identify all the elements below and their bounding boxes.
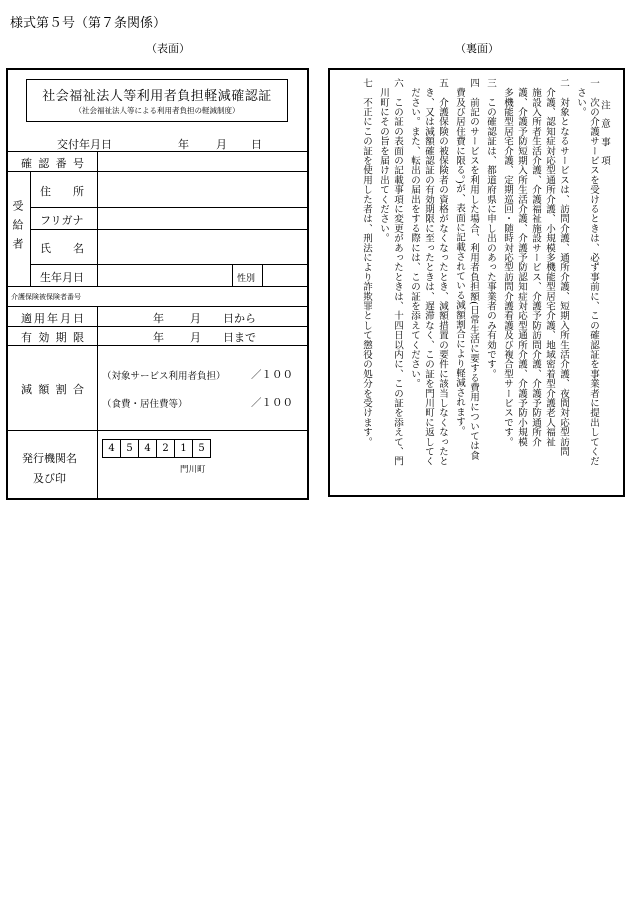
front-side-caption: （表面） xyxy=(146,42,190,55)
rule-insured xyxy=(8,306,307,307)
issue-month-unit: 月 xyxy=(216,138,227,151)
rule-apply xyxy=(8,326,307,327)
front-card xyxy=(6,68,309,500)
reduction-service-value: ／１００ xyxy=(251,369,293,381)
issuer-label-line2: 及び印 xyxy=(33,472,66,485)
note-column: 施設入所者生活介護、介護福祉施設サービス、介護予防訪問介護、介護予防通所介 xyxy=(530,78,541,447)
valid-day-until: 日まで xyxy=(223,331,256,344)
rule-birth xyxy=(8,286,307,287)
notes-heading: 注 意 事 項 xyxy=(599,100,610,169)
issuer-code-digit: 4 xyxy=(102,439,121,458)
issuer-code-digit: 1 xyxy=(174,439,193,458)
rule-furigana xyxy=(30,229,307,230)
address-label: 住 所 xyxy=(40,185,84,198)
note-column: 川町にその旨を届け出てください。 xyxy=(378,78,389,243)
note-column: 多機能型居宅介護、定期巡回・随時対応型訪問介護看護及び複合型サービスです。 xyxy=(502,78,513,447)
apply-day-from: 日から xyxy=(223,312,256,325)
label-divider-confirmation xyxy=(97,151,98,171)
issue-day-unit: 日 xyxy=(251,138,262,151)
reduction-food-label: （食費・居住費等） xyxy=(102,399,188,410)
issue-date-label: 交付年月日 xyxy=(57,138,112,151)
issuer-label-line1: 発行機関名 xyxy=(22,452,77,465)
issuer-name: 門川町 xyxy=(180,465,206,475)
note-column: ださい。また、転出の届出をする際には、この証を添えてください。 xyxy=(409,78,420,389)
valid-year-unit: 年 xyxy=(153,331,164,344)
rule-valid xyxy=(8,345,307,346)
back-card xyxy=(328,68,625,497)
confirmation-number-label: 確 認 番 号 xyxy=(21,157,84,170)
furigana-label: フリガナ xyxy=(40,214,84,227)
rule-name xyxy=(30,264,307,265)
sex-label: 性別 xyxy=(237,274,256,284)
note-column: 七 不正にこの証を使用した者は、刑法により詐欺罪として懲役の処分を受けます。 xyxy=(361,78,372,447)
form-number-label: 様式第５号（第７条関係） xyxy=(10,16,167,31)
title-box xyxy=(26,79,288,122)
card-subtitle: （社会福祉法人等による利用者負担の軽減制度） xyxy=(74,106,240,115)
note-column: 二 対象となるサービスは、訪問介護、通所介護、短期入所生活介護、夜間対応型訪問 xyxy=(558,78,569,457)
note-column: さい。 xyxy=(575,78,586,117)
rule-reduction xyxy=(8,430,307,431)
recipient-divider xyxy=(30,171,31,286)
reduction-ratio-label: 減 額 割 合 xyxy=(21,383,84,396)
rule-top xyxy=(8,151,307,152)
note-column: 四 前記のサービスを利用した場合、利用者負担額(日常生活に要する費用については食 xyxy=(468,78,479,461)
note-column: き、又は減額確認証の有効期限に至ったときは、遅滞なく、この証を門川町に返してく xyxy=(423,78,434,466)
reduction-service-label: （対象サービス利用者負担） xyxy=(102,371,226,382)
issuer-code-digit: 4 xyxy=(138,439,157,458)
reduction-food-value: ／１００ xyxy=(251,397,293,409)
issuer-code-digit: 2 xyxy=(156,439,175,458)
apply-year-unit: 年 xyxy=(153,312,164,325)
issue-year-unit: 年 xyxy=(178,138,189,151)
note-column: 介護、認知症対応型通所介護、小規模多機能型居宅介護、地域密着型介護老人福祉 xyxy=(544,78,555,447)
apply-date-label: 適 用 年 月 日 xyxy=(21,312,84,325)
insured-number-label: 介護保険被保険者番号 xyxy=(11,293,81,301)
birth-date-label: 生年月日 xyxy=(40,271,84,284)
rule-address xyxy=(30,207,307,208)
note-column: 費及び居住費に限る。)が、表面に記載されている減額割合により軽減されます。 xyxy=(454,78,465,437)
label-divider-lower xyxy=(97,306,98,500)
note-column: 三 この確認証は、都道府県に申し出のあった事業者のみ有効です。 xyxy=(485,78,496,379)
issuer-code-digit: 5 xyxy=(120,439,139,458)
sex-divider-right xyxy=(262,264,263,286)
valid-period-label: 有 効 期 限 xyxy=(21,331,84,344)
card-title: 社会福祉法人等利用者負担軽減確認証 xyxy=(42,89,272,104)
sex-divider-left xyxy=(232,264,233,286)
apply-month-unit: 月 xyxy=(190,312,201,325)
note-column: 護、介護予防短期入所生活介護、介護予防認知症対応型通所介護、介護予防小規模 xyxy=(516,78,527,447)
issuer-code-digit: 5 xyxy=(192,439,211,458)
note-column: 一 次の介護サービスを受けるときは、必ず事前に、この確認証を事業者に提出してくだ xyxy=(588,78,599,466)
rule-confirmation xyxy=(8,171,307,172)
name-label: 氏 名 xyxy=(40,242,84,255)
note-column: 五 介護保険の被保険者の資格がなくなったとき、減額措置の要件に該当しなくなったと xyxy=(437,78,448,466)
back-side-caption: （裏面） xyxy=(455,42,499,55)
recipient-label: 受給者 xyxy=(11,200,24,257)
valid-month-unit: 月 xyxy=(190,331,201,344)
note-column: 六 この証の表面の記載事項に変更があったときは、十四日以内に、この証を添えて、門 xyxy=(392,78,403,466)
label-divider-recipient xyxy=(97,171,98,286)
